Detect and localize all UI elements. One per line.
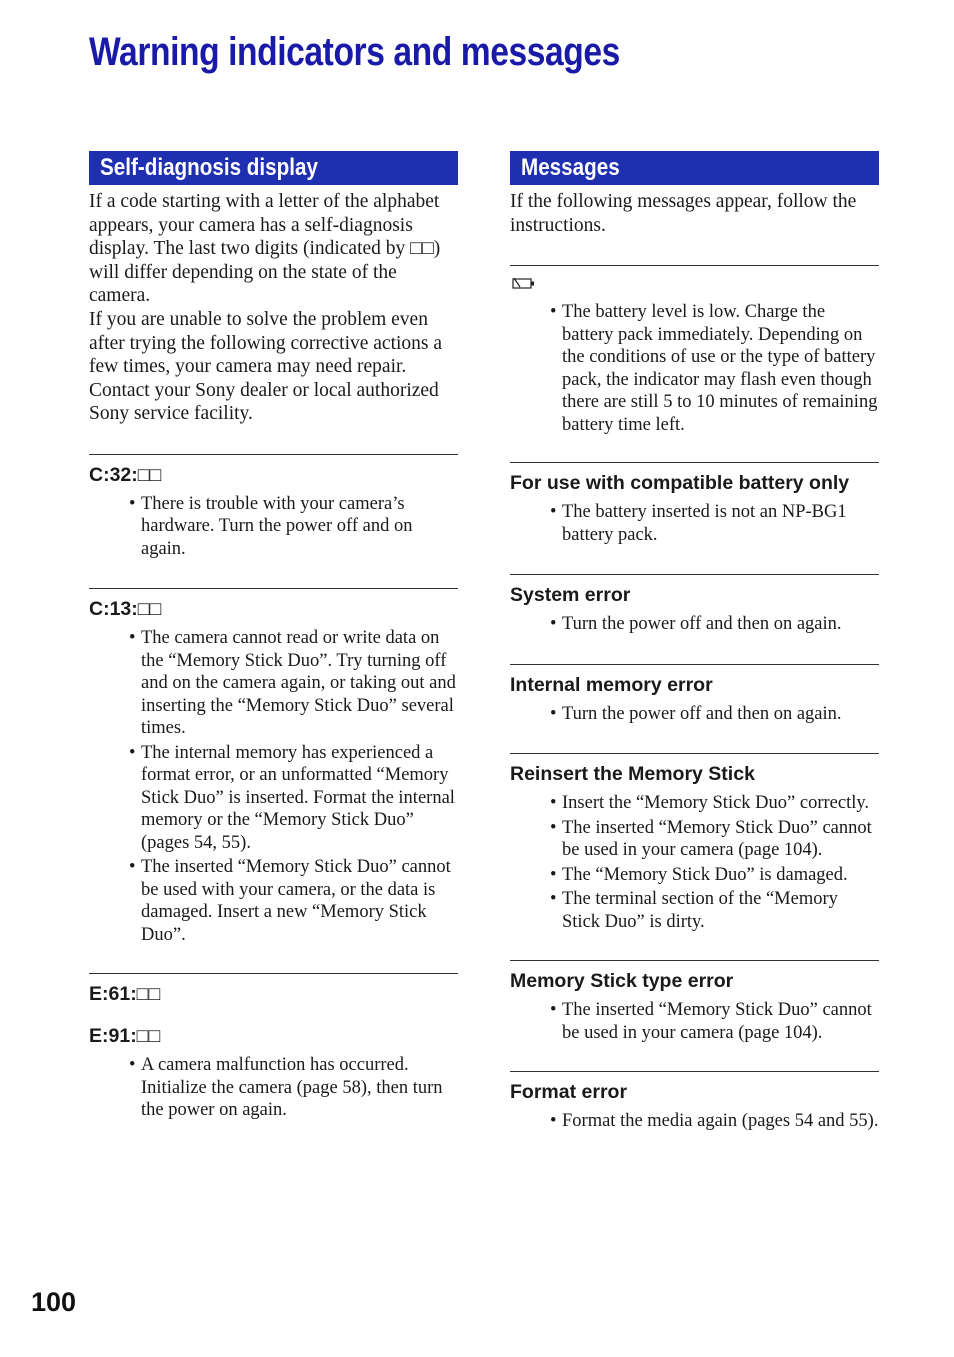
list-item: • The inserted “Memory Stick Duo” cannot be used in your camera (page 104). — [550, 817, 872, 861]
error-code: E:91:□□ — [89, 1025, 161, 1048]
self-diagnosis-heading: Self-diagnosis display — [89, 151, 458, 185]
list-item: • There is trouble with your camera’s hardware. Turn the power off and on again. — [129, 493, 413, 559]
messages-heading: Messages — [510, 151, 879, 185]
message-entry — [510, 960, 879, 1071]
message-entry — [510, 265, 879, 462]
message-title: Reinsert the Memory Stick — [510, 763, 755, 786]
error-code: E:61:□□ — [89, 983, 161, 1006]
messages-intro: If the following messages appear, follow the instructions. — [510, 191, 857, 236]
list-item: • The battery inserted is not an NP-BG1 battery pack. — [550, 502, 847, 545]
intro-paragraph: If you are unable to solve the problem even after trying the following corrective actions a few times, your camera may need repair. Contact your Sony dealer or local authorized Sony service facility. — [89, 308, 443, 425]
bullet-list — [89, 627, 458, 946]
list-item: • A camera malfunction has occurred. Initialize the camera (page 58), then turn the power on again. — [129, 1055, 443, 1121]
message-title: Format error — [510, 1081, 628, 1104]
page-number: 100 — [31, 1287, 77, 1317]
page-title: Warning indicators and messages — [89, 30, 620, 74]
error-code-entry — [89, 454, 458, 589]
error-code-entry — [89, 588, 458, 973]
list-item: • The camera cannot read or write data on the “Memory Stick Duo”. Try turning off and on the camera again, or taking out and inserting the “Memory Stick Duo” several times. — [129, 628, 456, 739]
bullet-list — [510, 703, 879, 726]
bullet-list — [89, 493, 458, 561]
self-diagnosis-column — [89, 151, 458, 1124]
message-title: For use with compatible battery only — [510, 472, 850, 495]
list-item: • The battery level is low. Charge the battery pack immediately. Depending on the conditions of use or the type of battery pack, the indicator may flash even though there are still 5 to 10 minutes of remaining battery time left. — [550, 302, 878, 435]
message-entry — [510, 1071, 879, 1133]
bullet-list — [510, 792, 879, 933]
bullet-list — [89, 1054, 458, 1122]
error-code: C:32:□□ — [89, 463, 162, 486]
list-item: • Format the media again (pages 54 and 55). — [550, 1111, 879, 1132]
bullet-list — [510, 501, 879, 546]
bullet-list — [510, 613, 879, 636]
error-code-entry — [89, 973, 458, 1122]
list-item: • The terminal section of the “Memory Stick Duo” is dirty. — [550, 889, 838, 932]
list-item: • The “Memory Stick Duo” is damaged. — [550, 864, 848, 885]
list-item: • The inserted “Memory Stick Duo” cannot be used in your camera (page 104). — [550, 1000, 872, 1043]
message-title: Memory Stick type error — [510, 970, 734, 993]
message-entry — [510, 574, 879, 664]
message-title: Internal memory error — [510, 673, 713, 696]
message-entry — [510, 753, 879, 960]
message-title: System error — [510, 584, 631, 607]
messages-column — [510, 151, 879, 1135]
list-item: • Insert the “Memory Stick Duo” correctly. — [550, 793, 870, 814]
intro-paragraph: If a code starting with a letter of the alphabet appears, your camera has a self-diagnosis display. The last two digits (indicated by □□) will differ depending on the state of the camera. — [89, 191, 441, 307]
self-diagnosis-intro — [89, 190, 458, 426]
error-code: C:13:□□ — [89, 598, 162, 621]
message-entry — [510, 462, 879, 574]
low-battery-icon — [512, 277, 536, 290]
list-item: • The internal memory has experienced a format error, or an unformatted “Memory Stick Duo” is inserted. Format the internal memory or the “Memory Stick Duo” (pages 54, 55). — [129, 742, 455, 853]
bullet-list — [510, 301, 879, 436]
list-item: • The inserted “Memory Stick Duo” cannot be used with your camera, or the data is damaged. Insert a new “Memory Stick Duo”. — [129, 857, 451, 945]
bullet-list — [510, 1110, 879, 1133]
bullet-list — [510, 999, 879, 1044]
list-item: • Turn the power off and then on again. — [550, 703, 842, 724]
message-entry — [510, 664, 879, 754]
list-item: • Turn the power off and then on again. — [550, 614, 842, 635]
